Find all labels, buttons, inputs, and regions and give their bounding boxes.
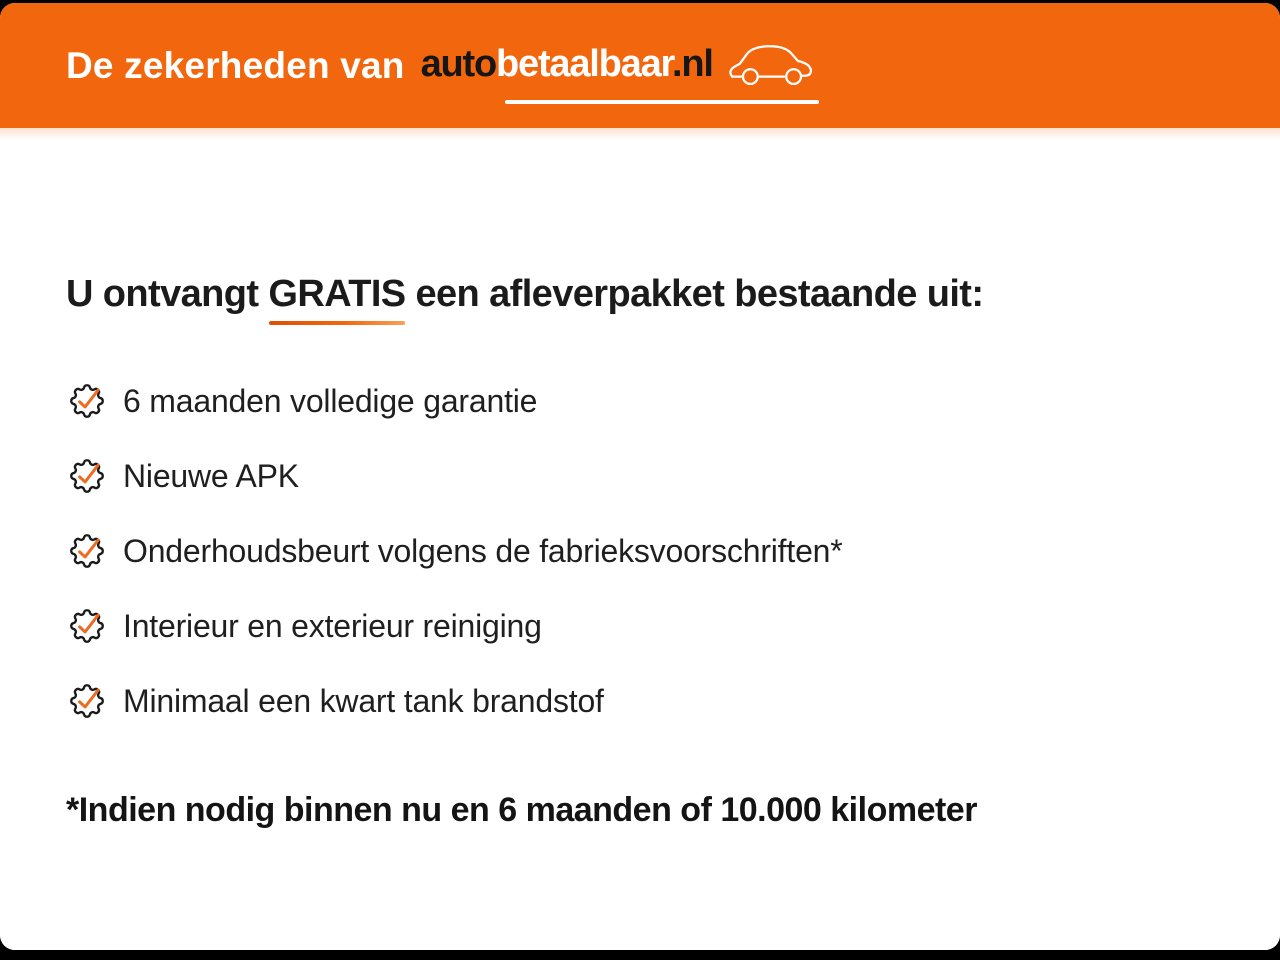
benefit-label: 6 maanden volledige garantie xyxy=(123,382,538,419)
gear-with-check-icon xyxy=(66,605,108,647)
header-banner xyxy=(0,3,1280,128)
gratis-highlight: GRATIS xyxy=(268,270,405,318)
benefit-label: Minimaal een kwart tank brandstof xyxy=(123,682,604,719)
benefit-label: Onderhoudsbeurt volgens de fabrieksvoorschriften* xyxy=(123,532,843,569)
list-item xyxy=(66,601,1240,651)
main-content xyxy=(0,128,1280,950)
headline-post: een afleverpakket bestaande uit: xyxy=(405,273,984,315)
promo-card xyxy=(0,3,1280,950)
brand-logo xyxy=(421,38,817,94)
gear-with-check-icon xyxy=(66,680,108,722)
car-icon xyxy=(727,32,817,90)
gear-with-check-icon xyxy=(66,380,108,422)
logo-part-nl: .nl xyxy=(672,42,713,85)
list-item xyxy=(66,676,1240,726)
logo-underline xyxy=(505,100,819,104)
gear-with-check-icon xyxy=(66,455,108,497)
brand-logo-text xyxy=(420,42,713,85)
headline-pre: U ontvangt xyxy=(66,273,269,315)
page-title xyxy=(66,270,1240,318)
benefits-list xyxy=(66,376,1240,726)
list-item xyxy=(66,376,1240,426)
list-item xyxy=(66,451,1240,501)
footnote: *Indien nodig binnen nu en 6 maanden of 10.000 kilometer xyxy=(66,791,977,829)
list-item xyxy=(66,526,1240,576)
logo-part-auto: auto xyxy=(420,42,497,85)
benefit-label: Nieuwe APK xyxy=(123,457,299,494)
benefit-label: Interieur en exterieur reiniging xyxy=(123,607,542,644)
logo-part-betaalbaar: betaalbaar xyxy=(496,42,673,85)
banner-title: De zekerheden van xyxy=(66,44,405,86)
gear-with-check-icon xyxy=(66,530,108,572)
